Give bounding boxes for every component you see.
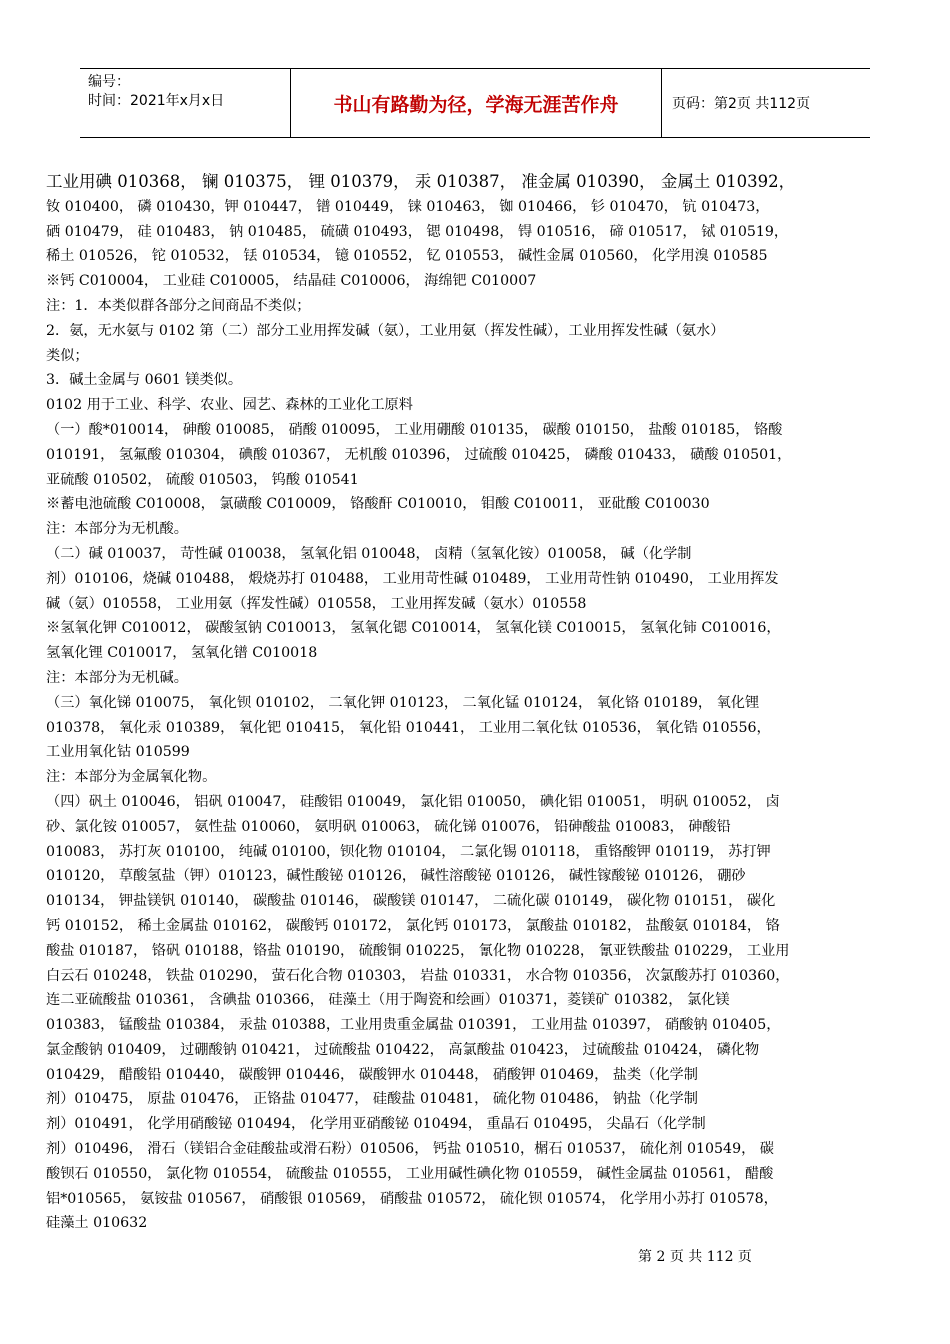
time-label: 时间：2021年x月x日 (88, 93, 225, 109)
number-label: 编号： (88, 74, 130, 90)
text-line: 注：本部分为无机碱。 (46, 669, 188, 686)
text-line: 剂）010106，烧碱 010488， 煅烧苏打 010488， 工业用苛性碱 010489， 工业用苛性钠 010490， 工业用挥发 (46, 570, 779, 587)
text-line: 注：1．本类似群各部分之间商品不类似； (46, 297, 311, 314)
text-line: 硅藻土 010632 (46, 1215, 148, 1232)
text-line: ※钙 C010004， 工业硅 C010005， 结晶硅 C010006， 海绵钯 C010007 (46, 273, 537, 290)
text-line: 剂）010496， 滑石（镁铝合金硅酸盐或滑石粉）010506， 钙盐 010510，榍石 010537， 硫化剂 010549， 碳 (46, 1141, 774, 1158)
text-line: 酸盐 010187， 铬矾 010188，铬盐 010190， 硫酸铜 010225， 氰化物 010228， 氰亚铁酸盐 010229， 工业用 (46, 942, 790, 959)
text-line: 工业用氧化钴 010599 (46, 744, 190, 761)
text-line: 剂）010491， 化学用硝酸铋 010494， 化学用亚硝酸铋 010494， 重晶石 010495， 尖晶石（化学制 (46, 1116, 706, 1133)
text-line: 010120， 草酸氢盐（钾）010123，碱性酸铋 010126， 碱性溶酸铋 010126， 碱性镓酸铋 010126， 硼砂 (46, 868, 746, 885)
text-line: 0102 用于工业、科学、农业、园艺、森林的工业化工原料 (46, 397, 413, 414)
page-label: 页码：第2页 共112页 (672, 96, 811, 112)
text-line: 铝*010565， 氨铵盐 010567， 硝酸银 010569， 硝酸盐 010572， 硫化钡 010574， 化学用小苏打 010578， (46, 1190, 778, 1207)
text-line: 010429， 醋酸铅 010440， 碳酸钾 010446， 碳酸钾水 010448， 硝酸钾 010469， 盐类（化学制 (46, 1066, 698, 1083)
text-line: 亚硫酸 010502， 硫酸 010503， 钨酸 010541 (46, 471, 359, 488)
text-line: ※蓄电池硫酸 C010008， 氯磺酸 C010009， 铬酸酐 C010010， 钼酸 C010011， 亚砒酸 C010030 (46, 496, 710, 513)
text-line: 注：本部分为无机酸。 (46, 521, 188, 538)
text-line: 010378， 氧化汞 010389， 氧化钯 010415， 氧化铅 010441， 工业用二氧化钛 010536， 氧化锆 010556， (46, 719, 771, 736)
page-footer: 第 2 页 共 112 页 (638, 1249, 752, 1265)
text-line: 钙 010152， 稀土金属盐 010162， 碳酸钙 010172， 氯化钙 010173， 氯酸盐 010182， 盐酸氨 010184， 铬 (46, 917, 780, 934)
text-line: 碱（氨）010558， 工业用氨（挥发性碱）010558， 工业用挥发碱（氨水）010558 (46, 595, 587, 612)
text-line: 注：本部分为金属氧化物。 (46, 769, 217, 786)
text-line: 2．氨，无水氨与 0102 第（二）部分工业用挥发碱（氨），工业用氨（挥发性碱），工业用挥发性碱（氨水） (46, 322, 725, 339)
text-line: （一）酸*010014， 砷酸 010085， 硝酸 010095， 工业用硼酸 010135， 碳酸 010150， 盐酸 010185， 铬酸 (46, 421, 783, 438)
motto: 书山有路勤为径，学海无涯苦作舟 (291, 69, 662, 137)
text-line: 氯金酸钠 010409， 过硼酸钠 010421， 过硫酸盐 010422， 高氯酸盐 010423， 过硫酸盐 010424， 磷化物 (46, 1041, 760, 1058)
text-line: 3．碱土金属与 0601 镁类似。 (46, 372, 243, 389)
text-line: （四）矾土 010046， 铝矾 010047， 硅酸铝 010049， 氯化铝 010050， 碘化铝 010051， 明矾 010052， 卤 (46, 793, 780, 810)
text-line: 010383， 锰酸盐 010384， 汞盐 010388，工业用贵重金属盐 010391， 工业用盐 010397， 硝酸钠 010405， (46, 1017, 781, 1034)
text-line: 类似； (46, 347, 89, 364)
text-line: （三）氧化锑 010075， 氧化钡 010102， 二氧化钾 010123， 二氧化锰 010124， 氧化铬 010189， 氧化锂 (46, 694, 760, 711)
text-line: 010191， 氢氟酸 010304， 碘酸 010367， 无机酸 010396， 过硫酸 010425， 磷酸 010433， 磺酸 010501， (46, 446, 792, 463)
text-line: 钕 010400， 磷 010430，钾 010447， 镨 010449， 铼 010463， 铷 010466， 钐 010470， 钪 010473， (46, 198, 770, 215)
text-line: 010134， 钾盐镁钒 010140， 碳酸盐 010146， 碳酸镁 010147， 二硫化碳 010149， 碳化物 010151， 碳化 (46, 893, 776, 910)
text-line: 白云石 010248， 铁盐 010290， 萤石化合物 010303， 岩盐 010331， 水合物 010356， 次氯酸苏打 010360， (46, 967, 790, 984)
document-body (46, 170, 906, 1236)
text-line: 硒 010479， 硅 010483， 钠 010485， 硫磺 010493， 锶 010498， 锝 010516， 碲 010517， 铽 010519， (46, 223, 789, 240)
text-line: （二）碱 010037， 苛性碱 010038， 氢氧化铝 010048， 卤精（氢氧化铵）010058， 碱（化学制 (46, 545, 692, 562)
text-line: 氢氧化锂 C010017， 氢氧化镨 C010018 (46, 645, 318, 662)
text-line: 砂、氯化铵 010057， 氨性盐 010060， 氨明矾 010063， 硫化锑 010076， 铅砷酸盐 010083， 砷酸铅 (46, 818, 731, 835)
text-line: ※氢氧化钾 C010012， 碳酸氢钠 C010013， 氢氧化锶 C010014， 氢氧化镁 C010015， 氢氧化铈 C010016， (46, 620, 781, 637)
text-line: 连二亚硫酸盐 010361， 含碘盐 010366， 硅藻土（用于陶瓷和绘画）010371，菱镁矿 010382， 氯化镁 (46, 992, 730, 1009)
text-line: 工业用碘 010368， 镧 010375， 锂 010379， 汞 010387， 准金属 010390， 金属土 010392， (46, 172, 796, 191)
text-line: 剂）010475， 原盐 010476， 正铬盐 010477， 硅酸盐 010481， 硫化物 010486， 钠盐（化学制 (46, 1091, 698, 1108)
header-meta (80, 69, 291, 137)
text-line: 010083， 苏打灰 010100， 纯碱 010100，钡化物 010104， 二氯化锡 010118， 重铬酸钾 010119， 苏打钾 (46, 843, 771, 860)
text-line: 酸钡石 010550， 氯化物 010554， 硫酸盐 010555， 工业用碱性碘化物 010559， 碱性金属盐 010561， 醋酸 (46, 1165, 774, 1182)
page-header (80, 68, 870, 138)
text-line: 稀土 010526， 铊 010532， 铥 010534， 镱 010552， 钇 010553， 碱性金属 010560， 化学用溴 010585 (46, 248, 768, 265)
